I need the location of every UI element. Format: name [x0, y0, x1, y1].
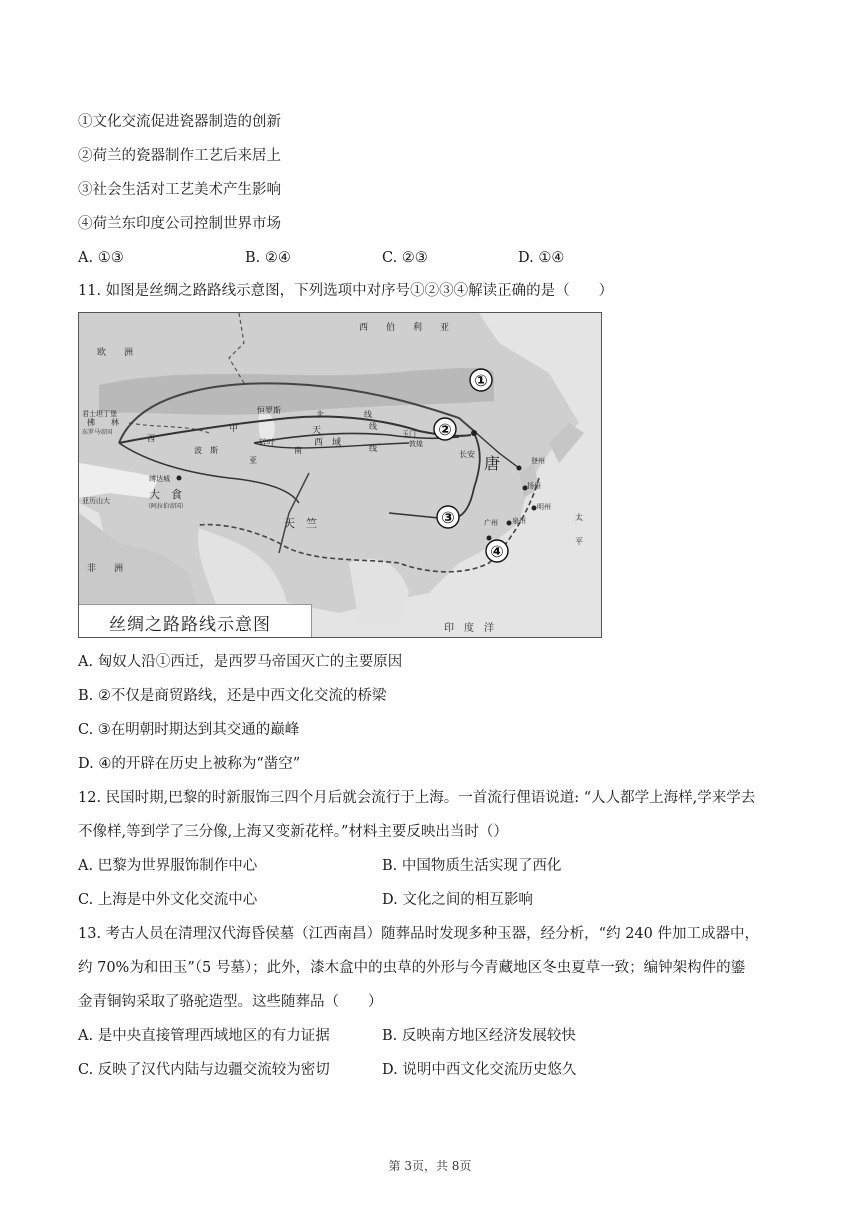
q12-stem-line2: 不像样,等到学了三分像,上海又变新花样。”材料主要反映出当时（）	[78, 824, 508, 840]
page-footer: 第 3页，共 8页	[388, 1159, 472, 1173]
svg-text:林: 林	[111, 418, 119, 427]
q12-option-a[interactable]: A. 巴黎为世界服饰制作中心	[78, 858, 258, 874]
q11-stem: 11. 如图是丝绸之路路线示意图，下列选项中对序号①②③④解读正确的是（ ）	[78, 283, 614, 299]
svg-text:敦煌: 敦煌	[409, 440, 423, 448]
q13-option-b[interactable]: B. 反映南方地区经济发展较快	[382, 1028, 576, 1044]
svg-text:君士坦丁堡: 君士坦丁堡	[82, 410, 117, 418]
svg-text:缚达城: 缚达城	[149, 475, 170, 483]
silk-road-map	[78, 312, 602, 638]
label-europe: 欧 洲	[97, 348, 134, 358]
svg-text:线: 线	[369, 422, 377, 431]
q10-item-4: ④荷兰东印度公司控制世界市场	[78, 216, 281, 232]
q10-option-d[interactable]: D. ①④	[518, 250, 565, 266]
svg-text:恒罗斯: 恒罗斯	[257, 406, 281, 415]
svg-text:南: 南	[294, 446, 302, 455]
svg-text:太 平: 太 平	[574, 513, 584, 545]
q10-option-b[interactable]: B. ②④	[245, 250, 291, 266]
svg-text:拂: 拂	[87, 418, 95, 427]
q13-option-d[interactable]: D. 说明中西文化交流历史悠久	[382, 1062, 577, 1078]
svg-text:①: ①	[474, 371, 488, 390]
svg-text:泉州: 泉州	[512, 517, 526, 525]
q13-stem-line3: 金青铜钩采取了骆驼造型。这些随葬品（ ）	[78, 994, 383, 1010]
marker-4	[486, 540, 508, 562]
svg-text:扬州: 扬州	[527, 482, 541, 490]
q10-option-c[interactable]: C. ②③	[382, 250, 428, 266]
svg-text:天 竺: 天 竺	[284, 517, 317, 530]
q13-stem-line1: 13. 考古人员在清理汉代海昏侯墓（江西南昌）随葬品时发现多种玉器，经分析，“约 240 件加工成器中，	[78, 926, 759, 942]
q13-option-c[interactable]: C. 反映了汉代内陆与边疆交流较为密切	[78, 1062, 330, 1078]
svg-text:③: ③	[441, 508, 455, 527]
marker-3	[437, 506, 459, 528]
q10-option-a[interactable]: A. ①③	[78, 250, 124, 266]
svg-text:广州: 广州	[484, 519, 498, 527]
q11-option-d[interactable]: D. ④的开辟在历史上被称为“凿空”	[78, 756, 301, 772]
svg-text:天: 天	[312, 426, 322, 436]
svg-text:西: 西	[147, 434, 155, 443]
svg-text:西 域: 西 域	[314, 438, 342, 448]
svg-text:亚历山大: 亚历山大	[82, 497, 110, 505]
svg-text:北: 北	[316, 410, 324, 419]
q11-option-b[interactable]: B. ②不仅是商贸路线，还是中西文化交流的桥梁	[78, 688, 387, 704]
svg-text:（阿拉伯帝国）: （阿拉伯帝国）	[145, 503, 188, 510]
q12-option-b[interactable]: B. 中国物质生活实现了西化	[382, 858, 562, 874]
marker-1	[470, 369, 492, 391]
q12-stem-line1: 12. 民国时期,巴黎的时新服饰三四个月后就会流行于上海。一首流行俚语说道: “人人都学上海样,学来学去	[78, 790, 756, 806]
svg-text:非 洲: 非 洲	[87, 564, 124, 574]
svg-text:大 食: 大 食	[149, 488, 182, 501]
label-siberia: 西 伯 利 亚	[359, 323, 450, 333]
marker-2	[434, 418, 456, 440]
q10-item-3: ③社会生活对工艺美术产生影响	[78, 182, 281, 198]
q10-item-2: ②荷兰的瓷器制作工艺后来居上	[78, 148, 281, 164]
svg-text:玉门: 玉门	[402, 430, 416, 438]
svg-text:中: 中	[229, 424, 239, 434]
q10-item-1: ①文化交流促进瓷器制造的创新	[78, 114, 281, 130]
svg-text:线: 线	[364, 410, 372, 419]
map-caption: 丝绸之路路线示意图	[79, 604, 312, 637]
q13-option-a[interactable]: A. 是中央直接管理西域地区的有力证据	[78, 1028, 330, 1044]
svg-text:碎叶: 碎叶	[259, 438, 275, 447]
svg-text:波 斯: 波 斯	[194, 446, 218, 455]
q11-option-c[interactable]: C. ③在明朝时期达到其交通的巅峰	[78, 722, 300, 738]
q11-option-a[interactable]: A. 匈奴人沿①西迁，是西罗马帝国灭亡的主要原因	[78, 654, 403, 670]
svg-text:明州: 明州	[537, 503, 551, 511]
svg-text:线: 线	[369, 444, 377, 453]
q12-option-c[interactable]: C. 上海是中外文化交流中心	[78, 892, 258, 908]
svg-text:印 度 洋: 印 度 洋	[444, 623, 494, 634]
svg-text:②: ②	[438, 420, 452, 439]
label-tang: 唐	[484, 454, 501, 473]
svg-text:长安: 长安	[459, 450, 475, 459]
svg-text:④: ④	[490, 542, 504, 561]
svg-text:亚: 亚	[249, 456, 257, 465]
svg-text:东罗马帝国: 东罗马帝国	[82, 429, 113, 436]
q13-stem-line2: 约 70%为和田玉”（5 号墓）；此外，漆木盒中的虫草的外形与今青藏地区冬虫夏草一致；编钟架构件的鎏	[78, 960, 746, 976]
q12-option-d[interactable]: D. 文化之间的相互影响	[382, 892, 533, 908]
svg-text:登州: 登州	[531, 457, 545, 465]
